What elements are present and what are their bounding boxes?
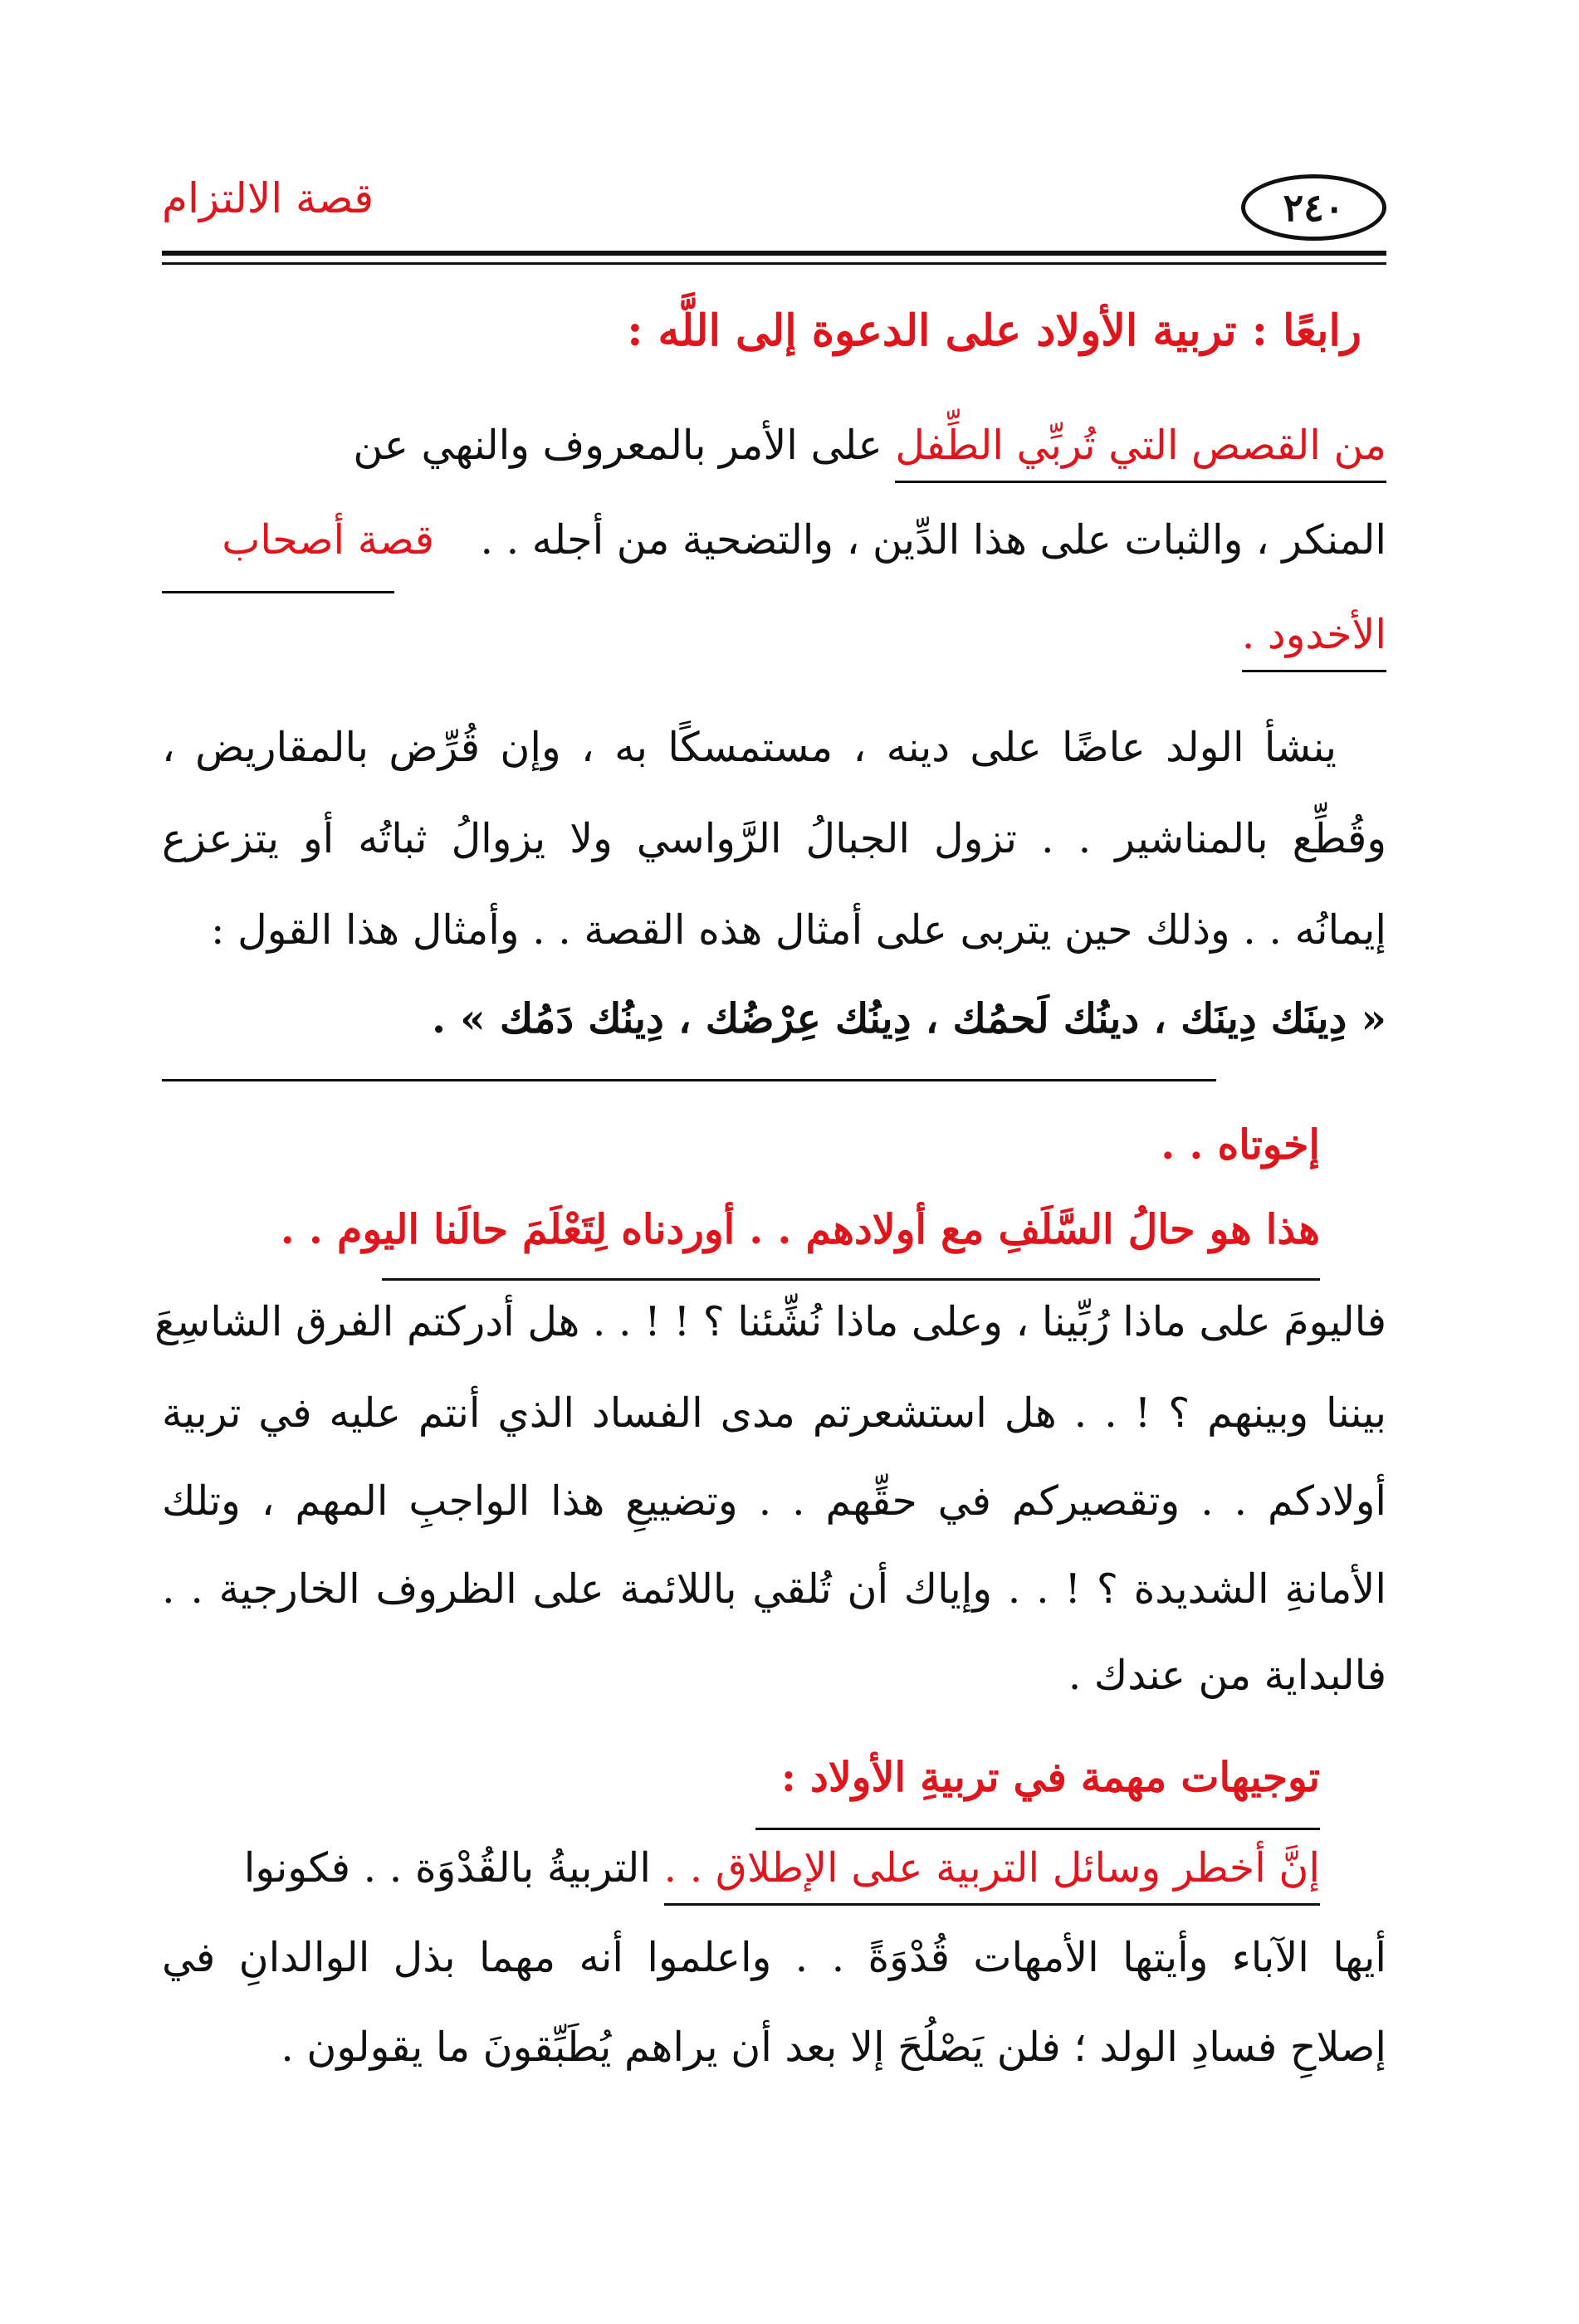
paragraph-line: بيننا وبينهم ؟ ! . . هل استشعرتم مدى الفساد الذي أنتم عليه في تربية	[162, 1389, 1386, 1437]
highlight-line: هذا هو حالُ السَّلَفِ مع أولادهم . . أوردناه لِتَعْلَمَ حالَنا اليوم . .	[280, 1205, 1320, 1253]
underline	[162, 591, 394, 593]
book-title: قصة الالتزام	[162, 174, 374, 222]
paragraph-line	[162, 611, 1386, 660]
paragraph-line: فالبداية من عندك .	[1068, 1652, 1386, 1699]
paragraph-line: فاليومَ على ماذا رُبِّينا ، وعلى ماذا نُشِّئنا ؟ ! ! . . هل أدركتم الفرق الشاسِعَ	[154, 1298, 1386, 1345]
highlighted-phrase: من القصص التي تُربِّي الطِّفل	[895, 422, 1386, 483]
guidance-heading: توجيهات مهمة في تربيةِ الأولاد :	[780, 1753, 1320, 1801]
story-title-continued: الأخدود .	[1242, 611, 1386, 672]
header-rule-thick	[162, 251, 1386, 256]
paragraph-line: إيمانُه . . وذلك حين يتربى على أمثال هذه القصة . . وأمثال هذا القول :	[211, 906, 1386, 954]
highlighted-phrase: إنَّ أخطر وسائل التربية على الإطلاق . .	[664, 1844, 1320, 1906]
underline	[382, 1278, 1320, 1281]
underline	[755, 1828, 1320, 1830]
paragraph-line: ينشأ الولد عاضًا على دينه ، مستمسكًا به ، وإن قُرِّض بالمقاريض ،	[162, 724, 1337, 771]
text-span: التربيةُ بالقُدْوَة . . فكونوا	[243, 1844, 651, 1892]
header-rule-thin	[162, 262, 1386, 265]
text-span: المنكر ، والثبات على هذا الدِّين ، والتضحية من أجله . .	[480, 516, 1386, 564]
text-span: على الأمر بالمعروف والنهي عن	[353, 422, 882, 469]
underline	[162, 1079, 1216, 1081]
paragraph-line: أولادكم . . وتقصيركم في حقِّهم . . وتضييعِ هذا الواجبِ المهم ، وتلك	[162, 1477, 1386, 1525]
page-header	[162, 158, 1386, 249]
paragraph-line: الأمانةِ الشديدة ؟ ! . . وإياك أن تُلقي باللائمة على الظروف الخارجية . .	[162, 1565, 1386, 1613]
story-title: قصة أصحاب	[222, 516, 434, 564]
paragraph-line	[162, 422, 1386, 471]
section-heading: رابعًا : تربية الأولاد على الدعوة إلى اللَّه :	[627, 305, 1361, 356]
paragraph-line: أيها الآباء وأيتها الأمهات قُدْوَةً . . واعلموا أنه مهما بذل الوالدانِ في	[162, 1934, 1386, 1981]
paragraph-line	[162, 1844, 1386, 1893]
paragraph-line: إصلاحِ فسادِ الولد ؛ فلن يَصْلُحَ إلا بعد أن يراهم يُطَبِّقونَ ما يقولون .	[281, 2024, 1386, 2071]
paragraph-line: وقُطِّع بالمناشير . . تزول الجبالُ الرَّواسي ولا يزوالُ ثباتُه أو يتزعزع	[162, 815, 1386, 862]
address-line: إخوتاه . .	[1161, 1120, 1320, 1169]
page-number: ٢٤٠	[1241, 174, 1386, 241]
paragraph-line	[162, 516, 1386, 565]
quote-line: « دِينَك دِينَك ، دينُك لَحمُك ، دِينُك عِرْضُك ، دِينُك دَمُك » .	[432, 994, 1386, 1042]
